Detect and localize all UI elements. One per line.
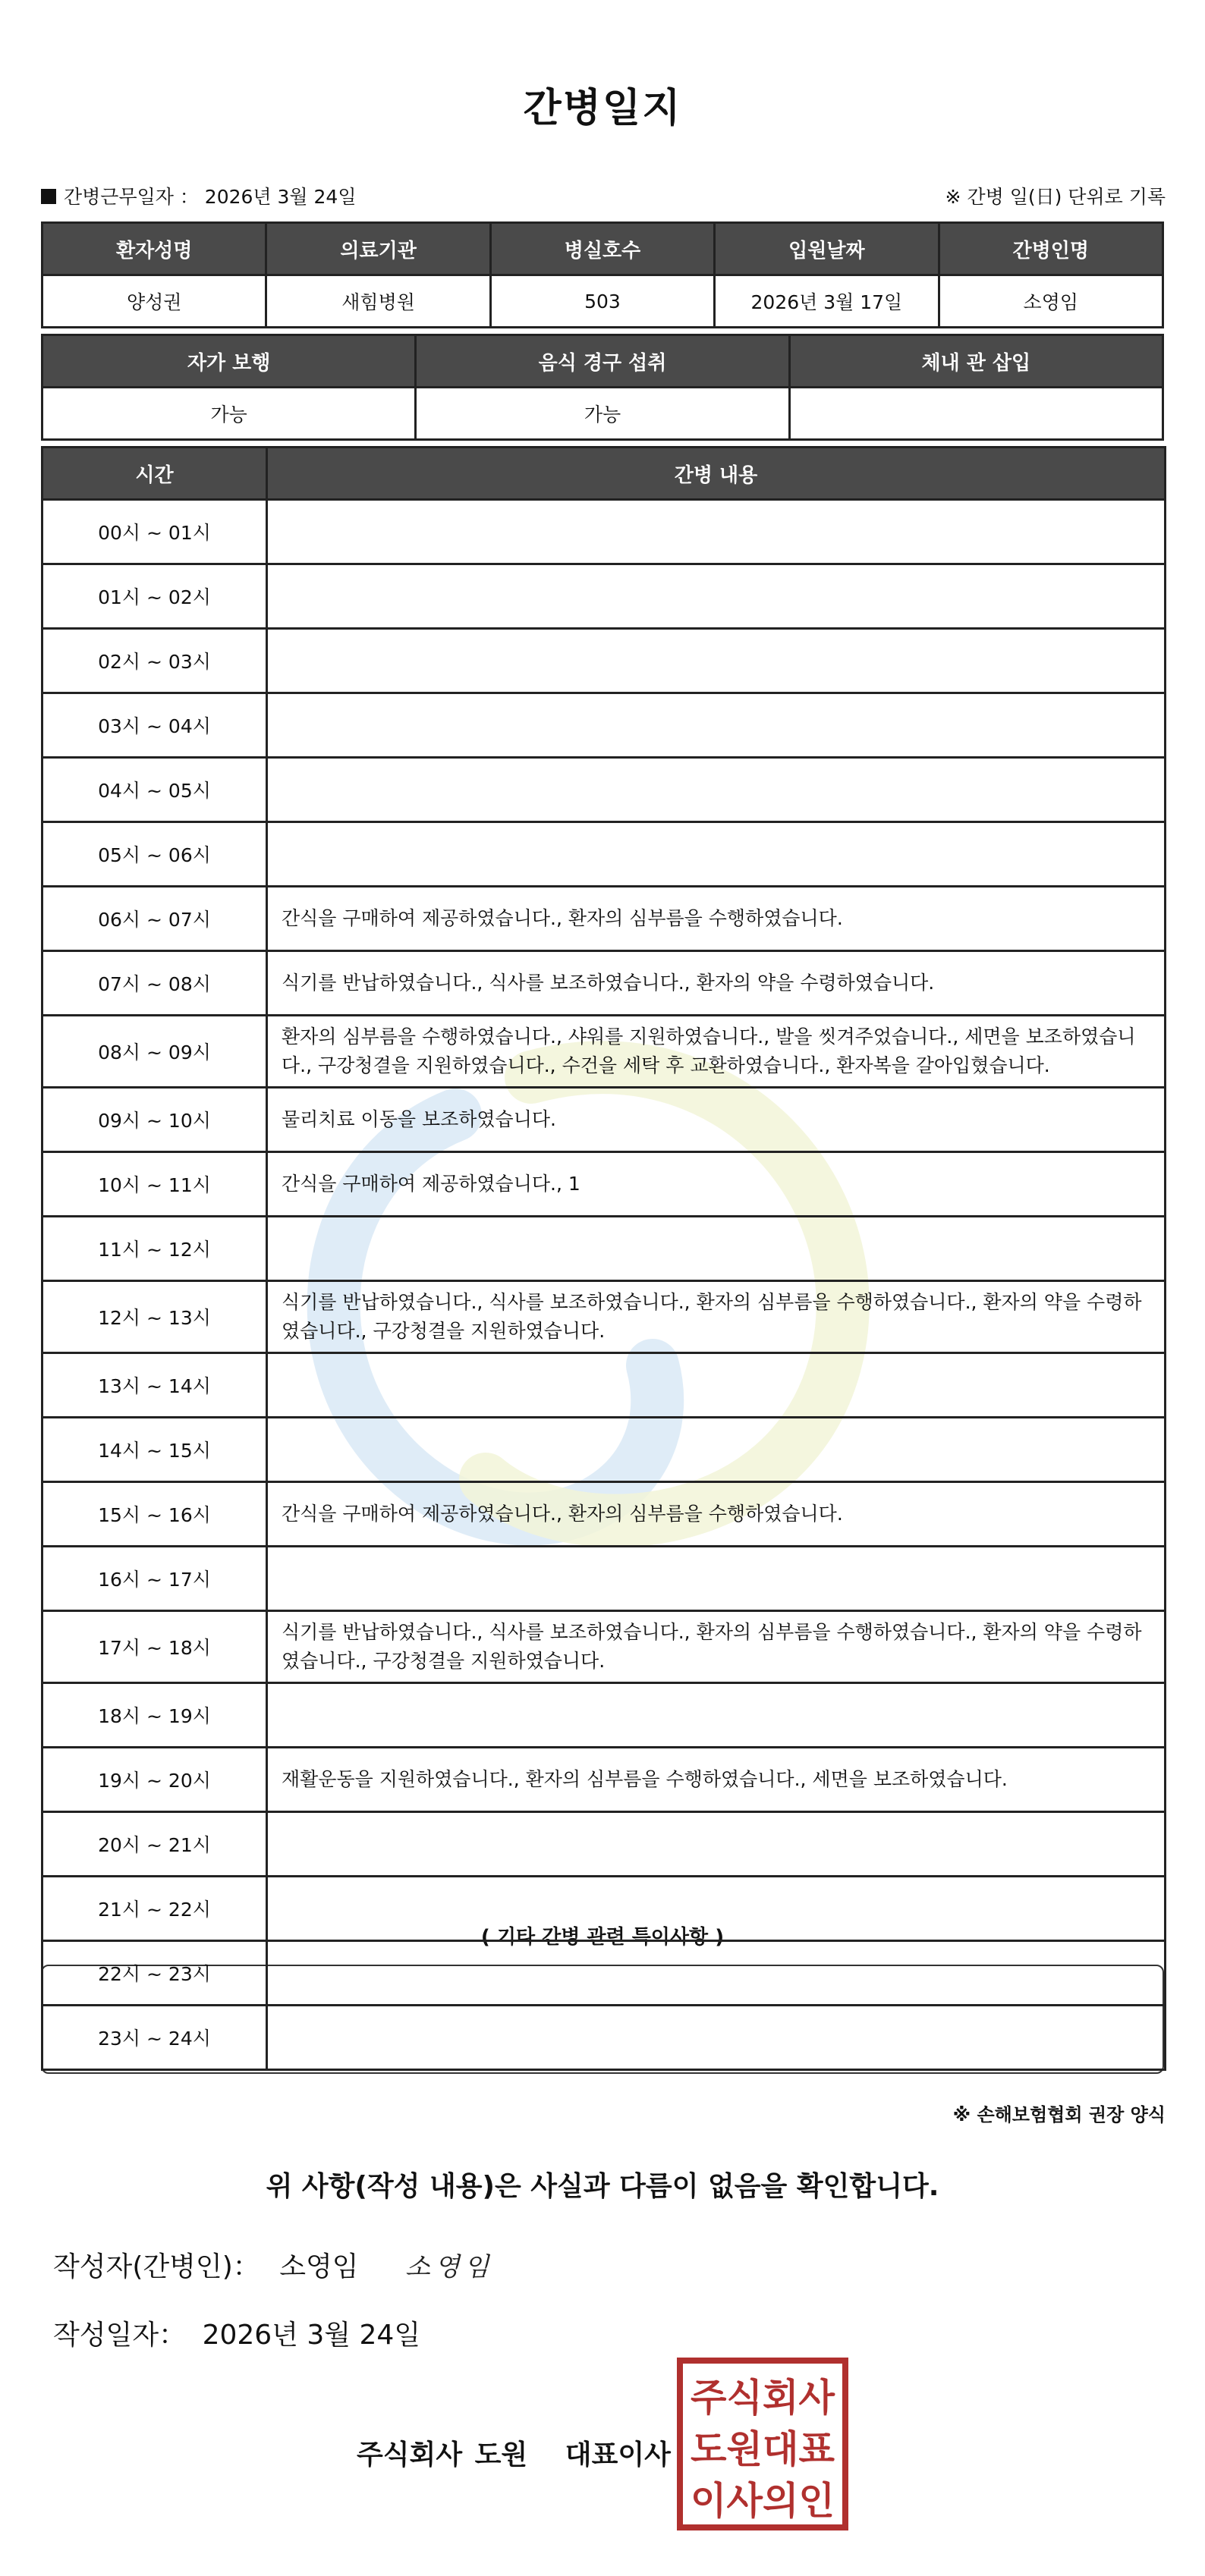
log-time: 00시 ~ 01시 <box>42 500 267 564</box>
value-oral-intake: 가능 <box>416 388 789 440</box>
log-content <box>267 1683 1166 1748</box>
log-row <box>42 1217 1166 1281</box>
log-body <box>42 500 1166 2070</box>
log-time: 20시 ~ 21시 <box>42 1812 267 1877</box>
seal-text-line: 이사의인 <box>691 2479 835 2523</box>
writer-line <box>53 2245 494 2284</box>
log-time: 04시 ~ 05시 <box>42 758 267 822</box>
log-row <box>42 1353 1166 1418</box>
log-content <box>267 822 1166 887</box>
log-time: 01시 ~ 02시 <box>42 564 267 629</box>
log-content <box>267 1877 1166 1941</box>
write-date-label: 작성일자： <box>53 2320 187 2351</box>
log-row <box>42 1877 1166 1941</box>
ability-header-row <box>42 335 1163 388</box>
value-patient-name: 양성권 <box>42 275 266 328</box>
header-admission-date: 입원날짜 <box>715 223 939 275</box>
care-log-table <box>41 446 1166 2071</box>
header-hospital: 의료기관 <box>266 223 490 275</box>
value-room: 503 <box>490 275 714 328</box>
log-content: 간식을 구매하여 제공하였습니다., 환자의 심부름을 수행하였습니다. <box>267 887 1166 951</box>
patient-info-table <box>41 221 1164 328</box>
log-row <box>42 693 1166 758</box>
header-tube-insertion: 체내 관 삽입 <box>789 335 1163 388</box>
header-care-content: 간병 내용 <box>267 448 1166 500</box>
work-date-text: 간병근무일자 ： 2026년 3월 24일 <box>64 186 357 208</box>
log-row <box>42 1482 1166 1547</box>
log-content <box>267 1353 1166 1418</box>
company-seal <box>677 2358 848 2530</box>
log-content: 식기를 반납하였습니다., 식사를 보조하였습니다., 환자의 심부름을 수행하였습니다., 환자의 약을 수령하였습니다., 구강청결을 지원하였습니다. <box>267 1611 1166 1683</box>
ability-table <box>41 334 1164 441</box>
log-time: 12시 ~ 13시 <box>42 1281 267 1353</box>
header-oral-intake: 음식 경구 섭취 <box>416 335 789 388</box>
writer-name: 소영임 <box>279 2251 359 2282</box>
unit-note: ※ 간병 일(日) 단위로 기록 <box>945 186 1166 208</box>
log-row <box>42 951 1166 1016</box>
confirmation-statement: 위 사항(작성 내용)은 사실과 다름이 없음을 확인합니다. <box>266 2171 939 2202</box>
log-row <box>42 1088 1166 1152</box>
write-date-value: 2026년 3월 24일 <box>202 2320 421 2351</box>
log-row <box>42 2006 1166 2070</box>
special-notes-title: ( 기타 간병 관련 특이사항 ) <box>480 1926 725 1949</box>
patient-value-row <box>42 275 1163 328</box>
header-self-walking: 자가 보행 <box>42 335 416 388</box>
log-row <box>42 1683 1166 1748</box>
log-row <box>42 629 1166 693</box>
log-row <box>42 564 1166 629</box>
log-content: 재활운동을 지원하였습니다., 환자의 심부름을 수행하였습니다., 세면을 보조하였습니다. <box>267 1748 1166 1812</box>
seal-text-line: 도원대표 <box>691 2427 835 2471</box>
seal-text-line: 주식회사 <box>691 2376 835 2420</box>
log-content <box>267 564 1166 629</box>
log-content <box>267 500 1166 564</box>
log-content: 간식을 구매하여 제공하였습니다., 환자의 심부름을 수행하였습니다. <box>267 1482 1166 1547</box>
log-content: 식기를 반납하였습니다., 식사를 보조하였습니다., 환자의 심부름을 수행하였습니다., 환자의 약을 수령하였습니다., 구강청결을 지원하였습니다. <box>267 1281 1166 1353</box>
log-content <box>267 1418 1166 1482</box>
log-content <box>267 758 1166 822</box>
log-content <box>267 1941 1166 2006</box>
log-time: 18시 ~ 19시 <box>42 1683 267 1748</box>
ability-value-row <box>42 388 1163 440</box>
log-time: 07시 ~ 08시 <box>42 951 267 1016</box>
log-time: 10시 ~ 11시 <box>42 1152 267 1217</box>
work-date <box>41 182 356 209</box>
log-content <box>267 1547 1166 1611</box>
log-row <box>42 1152 1166 1217</box>
log-row <box>42 758 1166 822</box>
log-time: 15시 ~ 16시 <box>42 1482 267 1547</box>
log-row <box>42 887 1166 951</box>
log-row <box>42 1281 1166 1353</box>
log-row <box>42 500 1166 564</box>
log-row <box>42 1748 1166 1812</box>
log-header-row <box>42 448 1166 500</box>
page-title: 간병일지 <box>523 86 682 131</box>
log-row <box>42 1547 1166 1611</box>
value-admission-date: 2026년 3월 17일 <box>715 275 939 328</box>
log-content <box>267 629 1166 693</box>
log-time: 08시 ~ 09시 <box>42 1016 267 1088</box>
header-time: 시간 <box>42 448 267 500</box>
value-caregiver-name: 소영임 <box>939 275 1163 328</box>
value-tube-insertion <box>789 388 1163 440</box>
log-content <box>267 2006 1166 2070</box>
log-time: 06시 ~ 07시 <box>42 887 267 951</box>
write-date-line <box>53 2314 420 2352</box>
log-time: 23시 ~ 24시 <box>42 2006 267 2070</box>
log-row <box>42 822 1166 887</box>
log-row <box>42 1812 1166 1877</box>
log-row <box>42 1016 1166 1088</box>
log-time: 17시 ~ 18시 <box>42 1611 267 1683</box>
log-row <box>42 1611 1166 1683</box>
company-representative: 주식회사 도원 대표이사 <box>357 2439 671 2471</box>
log-content <box>267 1812 1166 1877</box>
log-row <box>42 1418 1166 1482</box>
patient-header-row <box>42 223 1163 275</box>
log-time: 21시 ~ 22시 <box>42 1877 267 1941</box>
log-content <box>267 1217 1166 1281</box>
log-time: 11시 ~ 12시 <box>42 1217 267 1281</box>
log-content <box>267 693 1166 758</box>
log-time: 13시 ~ 14시 <box>42 1353 267 1418</box>
header-room: 병실호수 <box>490 223 714 275</box>
log-time: 09시 ~ 10시 <box>42 1088 267 1152</box>
square-bullet-icon <box>41 189 56 204</box>
log-time: 19시 ~ 20시 <box>42 1748 267 1812</box>
value-self-walking: 가능 <box>42 388 416 440</box>
header-caregiver-name: 간병인명 <box>939 223 1163 275</box>
association-note: ※ 손해보험협회 권장 양식 <box>952 2104 1166 2125</box>
header-patient-name: 환자성명 <box>42 223 266 275</box>
log-content: 물리치료 이동을 보조하였습니다. <box>267 1088 1166 1152</box>
log-content: 식기를 반납하였습니다., 식사를 보조하였습니다., 환자의 약을 수령하였습니다. <box>267 951 1166 1016</box>
log-time: 16시 ~ 17시 <box>42 1547 267 1611</box>
log-time: 03시 ~ 04시 <box>42 693 267 758</box>
log-time: 22시 ~ 23시 <box>42 1941 267 2006</box>
writer-signature: 소영임 <box>404 2252 494 2282</box>
writer-label: 작성자(간병인)： <box>53 2251 260 2282</box>
value-hospital: 새힘병원 <box>266 275 490 328</box>
log-time: 02시 ~ 03시 <box>42 629 267 693</box>
log-time: 05시 ~ 06시 <box>42 822 267 887</box>
log-content: 환자의 심부름을 수행하였습니다., 샤워를 지원하였습니다., 발을 씻겨주었습니다., 세면을 보조하였습니다., 구강청결을 지원하였습니다., 수건을 세탁 후 교환하였습니다., 환자복을 갈아입혔습니다. <box>267 1016 1166 1088</box>
log-time: 14시 ~ 15시 <box>42 1418 267 1482</box>
log-row <box>42 1941 1166 2006</box>
log-content: 간식을 구매하여 제공하였습니다., 1 <box>267 1152 1166 1217</box>
